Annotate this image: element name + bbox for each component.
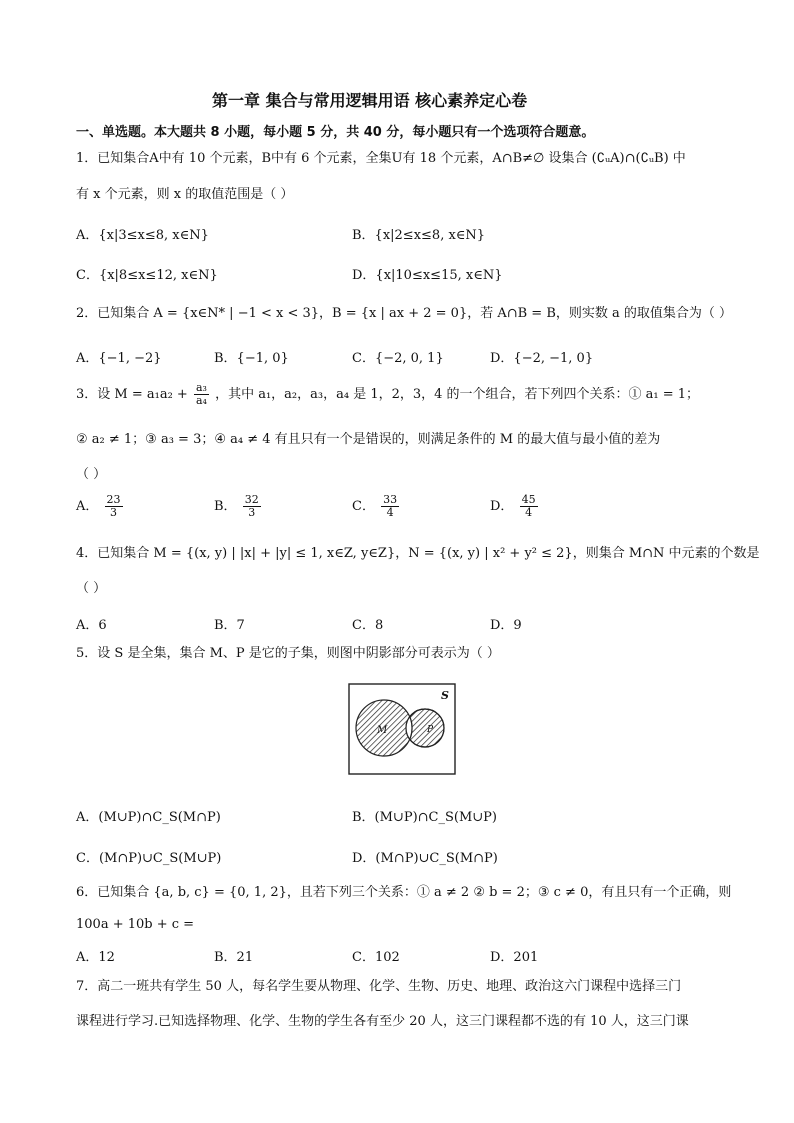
- q1-option-b: B．{x|2≤x≤8, x∈N}: [352, 228, 486, 243]
- q2-stem: 2．已知集合 A = {x∈N* | −1 < x < 3}，B = {x | ax + 2 = 0}，若 A∩B = B，则实数 a 的取值集合为（ ）: [76, 306, 733, 321]
- q5-option-b: B．(M∪P)∩C_S(M∪P): [352, 810, 497, 825]
- q2-option-d: D．{−2, −1, 0}: [490, 351, 594, 366]
- q6-stem-line2: 100a + 10b + c =: [76, 917, 195, 932]
- q6-option-c: C．102: [352, 950, 400, 965]
- q1-option-d: D．{x|10≤x≤15, x∈N}: [352, 268, 503, 283]
- venn-diagram: [348, 683, 456, 775]
- venn-label-p: P: [427, 725, 434, 735]
- q4-stem-line1: 4．已知集合 M = {(x, y) | |x| + |y| ≤ 1, x∈Z, y∈Z}，N = {(x, y) | x² + y² ≤ 2}，则集合 M∩N 中元素的个数是: [76, 546, 760, 561]
- q3-option-b-label: B．: [214, 499, 237, 514]
- q3-option-a-fraction: [105, 494, 123, 519]
- q4-option-c: C．8: [352, 618, 384, 633]
- q3-option-c-fraction: [381, 494, 399, 519]
- q3-stem-line2: ② a₂ ≠ 1；③ a₃ = 3；④ a₄ ≠ 4 有且只有一个是错误的，则满足条件的 M 的最大值与最小值的差为: [76, 432, 661, 447]
- q5-option-c: C．(M∩P)∪C_S(M∪P): [76, 851, 222, 866]
- q3-option-d-numerator: 45: [521, 493, 536, 506]
- q3-option-d: [490, 494, 540, 519]
- q3-fraction-denominator: a₄: [195, 394, 207, 407]
- q3-option-c: [352, 494, 401, 519]
- q3-option-d-label: D．: [490, 499, 514, 514]
- q3-option-c-denominator: 4: [386, 506, 394, 519]
- q3-option-c-label: C．: [352, 499, 375, 514]
- q3-option-d-fraction: [520, 494, 538, 519]
- q5-option-a: A．(M∪P)∩C_S(M∩P): [76, 810, 221, 825]
- q5-stem: 5．设 S 是全集，集合 M、P 是它的子集，则图中阴影部分可表示为（ ）: [76, 646, 500, 661]
- q3-stem-line1: [76, 382, 699, 407]
- q3-fraction: [194, 382, 209, 407]
- q3-option-d-denominator: 4: [525, 506, 533, 519]
- q3-option-b-denominator: 3: [248, 506, 256, 519]
- q4-stem-line2: （ ）: [76, 581, 107, 596]
- q1-stem-line2: 有 x 个元素，则 x 的取值范围是（ ）: [76, 187, 294, 202]
- q4-option-d: D．9: [490, 618, 522, 633]
- q6-option-d: D．201: [490, 950, 539, 965]
- q2-option-c: C．{−2, 0, 1}: [352, 351, 444, 366]
- q7-stem-line1: 7．高二一班共有学生 50 人，每名学生要从物理、化学、生物、历史、地理、政治这六门课程中选择三门: [76, 979, 682, 994]
- q2-option-b: B．{−1, 0}: [214, 351, 289, 366]
- venn-label-m: M: [377, 725, 388, 736]
- q3-option-b: [214, 494, 263, 519]
- q3-option-c-numerator: 33: [383, 493, 398, 506]
- page-title: 第一章 集合与常用逻辑用语 核心素养定心卷: [212, 91, 528, 110]
- q3-option-b-fraction: [243, 494, 261, 519]
- q3-option-a: [76, 494, 125, 519]
- section-heading: 一、单选题。本大题共 8 小题，每小题 5 分，共 40 分，每小题只有一个选项符合题意。: [76, 125, 595, 140]
- q1-option-a: A．{x|3≤x≤8, x∈N}: [76, 228, 209, 243]
- q5-option-d: D．(M∩P)∪C_S(M∩P): [352, 851, 498, 866]
- q3-option-a-numerator: 23: [106, 493, 121, 506]
- q6-option-a: A．12: [76, 950, 115, 965]
- venn-label-s: S: [441, 689, 449, 702]
- q4-option-b: B．7: [214, 618, 245, 633]
- q7-stem-line2: 课程进行学习.已知选择物理、化学、生物的学生各有至少 20 人，这三门课程都不选的有 10 人，这三门课: [76, 1014, 689, 1029]
- q1-stem-line1: 1．已知集合A中有 10 个元素，B中有 6 个元素，全集U有 18 个元素，A∩B≠∅ 设集合 (∁ᵤA)∩(∁ᵤB) 中: [76, 151, 686, 166]
- q3-stem-pre: 3．设 M = a₁a₂ +: [76, 387, 188, 402]
- q2-option-a: A．{−1, −2}: [76, 351, 162, 366]
- q3-fraction-numerator: a₃: [195, 381, 207, 394]
- q4-option-a: A．6: [76, 618, 107, 633]
- q3-stem-line3: （ ）: [76, 467, 107, 482]
- q3-option-a-denominator: 3: [110, 506, 118, 519]
- q6-stem-line1: 6．已知集合 {a, b, c} = {0, 1, 2}，且若下列三个关系：① a ≠ 2 ② b = 2；③ c ≠ 0，有且只有一个正确，则: [76, 885, 732, 900]
- q1-option-c: C．{x|8≤x≤12, x∈N}: [76, 268, 218, 283]
- q6-option-b: B．21: [214, 950, 254, 965]
- q3-stem-post: ，其中 a₁，a₂，a₃，a₄ 是 1，2，3，4 的一个组合，若下列四个关系：① a₁ = 1；: [215, 387, 700, 402]
- q3-option-b-numerator: 32: [244, 493, 259, 506]
- q3-option-a-label: A．: [76, 499, 99, 514]
